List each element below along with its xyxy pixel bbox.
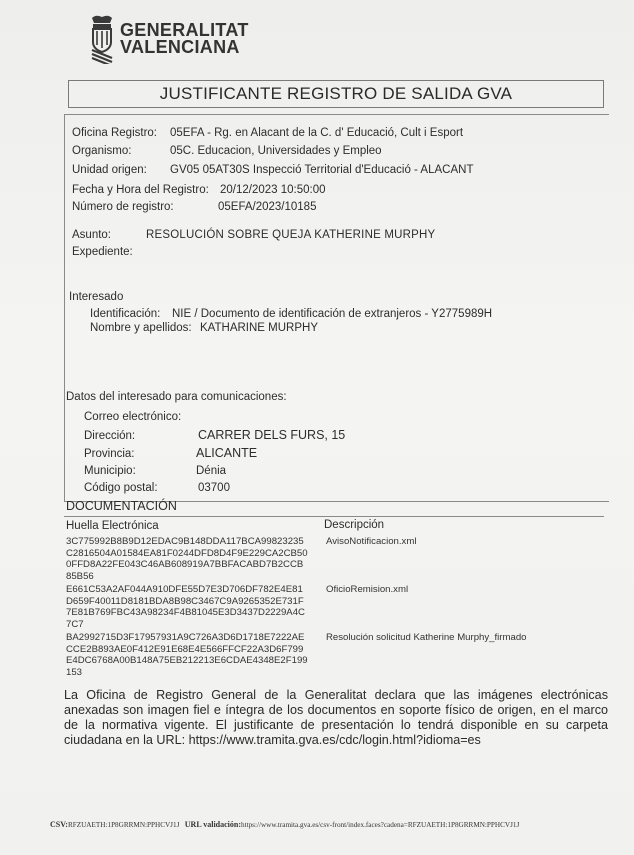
identificacion-label: Identificación: [90, 308, 161, 320]
logo-line-2: VALENCIANA [120, 37, 240, 57]
direccion-label: Dirección: [84, 430, 136, 442]
oficina-label: Oficina Registro: [72, 127, 158, 139]
huella-column-header: Huella Electrónica [66, 520, 159, 532]
hash-line: C2816504A01584EA81F0244DFD8D4F9E229CA2CB50 [66, 547, 308, 559]
descripcion-column-header: Descripción [324, 519, 385, 531]
cp-label: Código postal: [84, 482, 158, 494]
fecha-value: 20/12/2023 10:50:00 [220, 184, 326, 196]
logo-line-1: GENERALITAT [120, 20, 249, 40]
comunicaciones-heading: Datos del interesado para comunicaciones: [66, 391, 287, 403]
hash-line: 85B56 [66, 570, 94, 582]
fecha-label: Fecha y Hora del Registro: [72, 184, 209, 196]
asunto-label: Asunto: [72, 229, 111, 241]
document-title: JUSTIFICANTE REGISTRO DE SALIDA GVA [68, 80, 604, 108]
csv-value: RFZUAETH:1P8GRRMN:PPHCVJ1J [67, 821, 180, 829]
doc-2-hash [66, 584, 305, 630]
hash-line: BA2992715D3F17957931A9C726A3D6D1718E7222AE [66, 632, 305, 643]
coat-of-arms-icon [88, 14, 116, 64]
hash-line: 7E81B769FBC43A98234F4B81045E3D3437D2229A4C [66, 607, 305, 619]
doc-3-description: Resolución solicitud Katherine Murphy_firmado [326, 632, 527, 643]
documentacion-heading: DOCUMENTACIÓN [66, 499, 177, 513]
identificacion-value: NIE / Documento de identificación de extranjeros - Y2775989H [172, 308, 493, 320]
hash-line: 0FFD8A22FE043C46AB608919A7BBFACABD7B2CCB [66, 559, 304, 571]
provincia-label: Provincia: [84, 448, 135, 460]
declaracion-paragraph: La Oficina de Registro General de la Generalitat declara que las imágenes electrónicas anexadas son imagen fiel e íntegra de los documentos en soporte físico de origen, en el marco de la normativa vigente. El justificante de presentación lo tendrá disponible en su carpeta ciudadana en la URL: https://www.tramita.gva.es/cdc/login.html?idioma=es [64, 688, 608, 747]
municipio-label: Municipio: [84, 465, 136, 477]
correo-label: Correo electrónico: [84, 411, 182, 423]
doc-1-description: AvisoNotificacion.xml [326, 536, 417, 547]
doc-1-hash [66, 536, 308, 582]
hash-line: E661C53A2AF044A910DFE55D7E3D706DF782E4E81 [66, 584, 303, 595]
nombre-label: Nombre y apellidos: [90, 322, 192, 334]
oficina-value: 05EFA - Rg. en Alacant de la C. d' Educació, Cult i Esport [170, 127, 464, 139]
unidad-value: GV05 05AT30S Inspecció Territorial d'Educació - ALACANT [170, 164, 474, 176]
organismo-label: Organismo: [72, 145, 132, 157]
hash-line: 153 [66, 666, 83, 678]
doc-3-hash [66, 632, 308, 678]
numero-label: Número de registro: [72, 201, 174, 213]
doc-2-description: OficioRemision.xml [326, 584, 409, 595]
unidad-label: Unidad origen: [72, 164, 147, 176]
hash-line: E4DC6768A00B148A75EB212213E6CDAE4348E2F199 [66, 655, 308, 667]
interesado-heading: Interesado [69, 291, 124, 303]
footer-validation [50, 820, 519, 829]
hash-line: 7C7 [66, 618, 84, 630]
url-validation-link[interactable]: https://www.tramita.gva.es/csv-front/index.faces?cadena=RFZUAETH:1P8GRRMN:PPHCVJ1J [241, 821, 520, 829]
generalitat-logo [88, 14, 249, 64]
asunto-value: RESOLUCIÓN SOBRE QUEJA KATHERINE MURPHY [146, 229, 436, 241]
csv-label: CSV: [50, 820, 68, 829]
municipio-value: Dénia [196, 465, 227, 477]
cp-value: 03700 [198, 482, 230, 494]
documentacion-divider [64, 516, 604, 517]
organismo-value: 05C. Educacion, Universidades y Empleo [170, 145, 382, 157]
expediente-label: Expediente: [72, 246, 133, 258]
provincia-value: ALICANTE [196, 446, 258, 460]
nombre-value: KATHARINE MURPHY [200, 322, 318, 334]
hash-line: D659F40011D8181BDA8B98C3467C9A9265352E731F [66, 595, 304, 607]
url-label: URL validación: [184, 820, 241, 829]
hash-line: CCE2B893AE0F412E91E68E4E566FFCF22A3D6F799 [66, 643, 304, 655]
direccion-value: CARRER DELS FURS, 15 [198, 428, 346, 442]
hash-line: 3C775992B8B9D12EDAC9B148DDA117BCA99823235 [66, 536, 304, 547]
numero-value: 05EFA/2023/10185 [218, 201, 317, 213]
